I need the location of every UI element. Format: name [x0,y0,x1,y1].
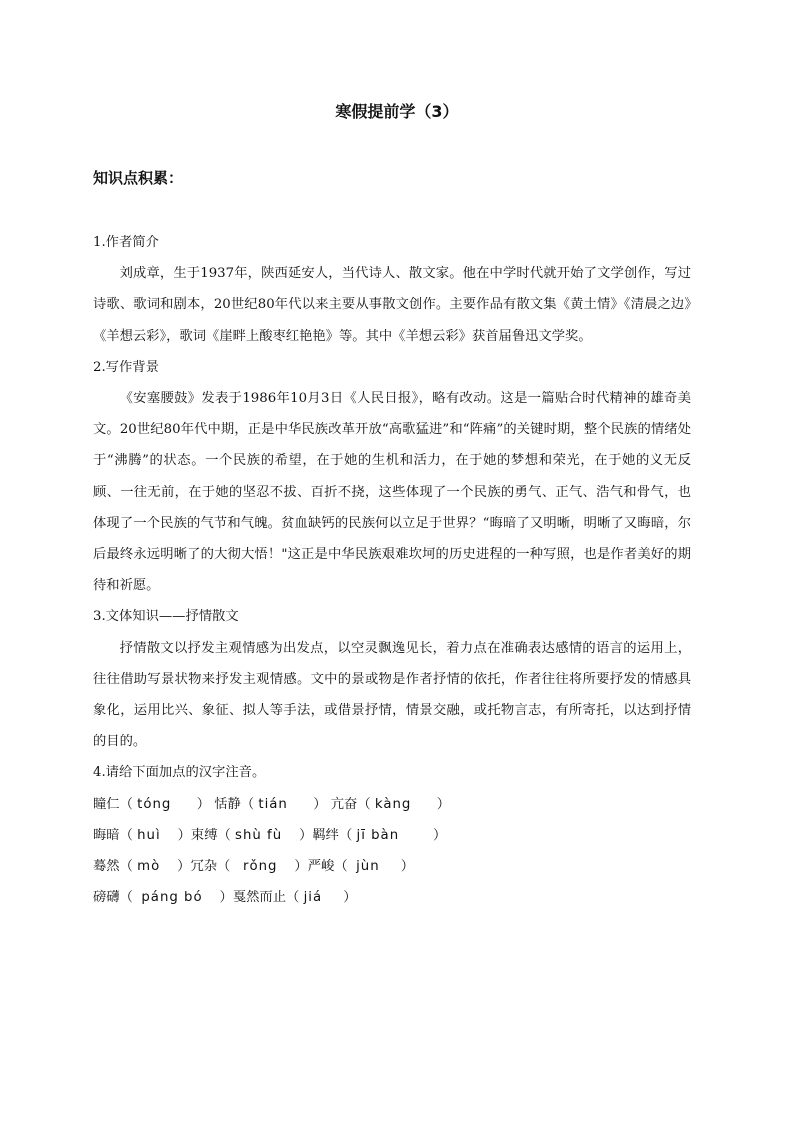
pinyin-answer: mò [137,859,161,875]
pinyin-answer: tóng [137,796,172,812]
pinyin-close-bracket: ） [202,890,233,906]
pinyin-open-bracket: （ [119,827,138,843]
pinyin-answer: huì [137,827,161,843]
section-heading-pinyin: 4.请给下面加点的汉字注音。 [93,765,266,781]
section-heading-genre: 3.文体知识——抒情散文 [93,609,239,625]
pinyin-row [93,789,691,820]
pinyin-answer: kàng [374,796,412,812]
pinyin-open-bracket: （ [240,796,259,812]
pinyin-open-bracket: （ [357,796,375,812]
pinyin-close-bracket: ） [322,890,357,906]
pinyin-word: 戛然而止 [232,890,287,906]
pinyin-answer: páng bó [141,890,203,906]
pinyin-word: 磅礴 [93,890,120,906]
page-title: 寒假提前学（3） [335,102,459,121]
pinyin-word: 严峻 [307,859,335,875]
pinyin-answer: rǒng [243,859,278,875]
pinyin-open-bracket: （ [119,890,142,906]
pinyin-word: 亢奋 [330,796,358,812]
pinyin-word: 束缚 [190,827,218,843]
pinyin-word: 冗杂 [190,859,218,875]
pinyin-close-bracket: ） [287,796,327,812]
pinyin-answer: shù fù [235,827,283,843]
pinyin-open-bracket: （ [286,890,304,906]
pinyin-answer: jī bàn [356,827,400,843]
pinyin-word: 晦暗 [93,827,120,843]
section-heading-background: 2.写作背景 [93,359,159,375]
pinyin-answer: jùn [356,859,380,875]
pinyin-answer: tián [258,796,288,812]
pinyin-close-bracket: ） [160,827,191,843]
pinyin-open-bracket: （ [119,859,138,875]
pinyin-word: 蓦然 [93,859,120,875]
pinyin-close-bracket: ） [171,796,211,812]
pinyin-row [93,882,691,913]
pinyin-word: 恬静 [214,796,241,812]
pinyin-row [93,820,691,851]
pinyin-close-bracket: ） [379,859,415,875]
pinyin-open-bracket: （ [217,827,236,843]
pinyin-word: 瞳仁 [93,796,120,812]
pinyin-open-bracket: （ [217,859,244,875]
pinyin-close-bracket: ） [160,859,191,875]
paragraph-genre: 抒情散文以抒发主观情感为出发点，以空灵飘逸见长，着力点在准确表达感情的语言的运用上，往往借助写景状物来抒发主观情感。文中的景或物是作者抒情的依托，作者往往将所要抒发的情感具象化，运用比兴、象征、拟人等手法，或借景抒情，情景交融，或托物言志，有所寄托，以达到抒情的目的。 [93,640,691,750]
pinyin-close-bracket: ） [411,796,451,812]
pinyin-close-bracket: ） [282,827,313,843]
pinyin-answer: jiá [303,890,323,906]
document-body [93,227,691,913]
pinyin-open-bracket: （ [338,827,357,843]
section-heading-author: 1.作者简介 [93,235,159,250]
paragraph-background: 《安塞腰鼓》发表于1986年10月3日《人民日报》，略有改动。这是一篇贴合时代精神的雄奇美文。20世纪80年代中期，正是中华民族改革开放“高歌猛进”和“阵痛”的关键时期，整个民族的情绪处于“沸腾”的状态。一个民族的希望，在于她的生机和活力，在于她的梦想和荣光，在于她的义无反顾、一往无前，在于她的坚忍不拔、百折不挠，这些体现了一个民族的勇气、正气、浩气和骨气，也体现了一个民族的气节和气魄。贫血缺钙的民族何以立足于世界？“晦暗了又明晰，明晰了又晦暗，尔后最终永远明晰了的大彻大悟！"这正是中华民族艰难坎坷的历史进程的一种写照，也是作者美好的期待和祈愿。 [93,391,691,594]
section-title: 知识点积累： [93,169,184,187]
pinyin-open-bracket: （ [334,859,357,875]
pinyin-word: 羁绊 [312,827,339,843]
pinyin-open-bracket: （ [119,796,138,812]
pinyin-row [93,851,691,882]
pinyin-close-bracket: ） [277,859,308,875]
paragraph-author: 刘成章，生于1937年，陕西延安人，当代诗人、散文家。他在中学时代就开始了文学创作，写过诗歌、歌词和剧本，20世纪80年代以来主要从事散文创作。主要作品有散文集《黄土情》《清晨之边》《羊想云彩》，歌词《崖畔上酸枣红艳艳》等。其中《羊想云彩》获首届鲁迅文学奖。 [93,266,691,344]
pinyin-close-bracket: ） [399,827,447,843]
